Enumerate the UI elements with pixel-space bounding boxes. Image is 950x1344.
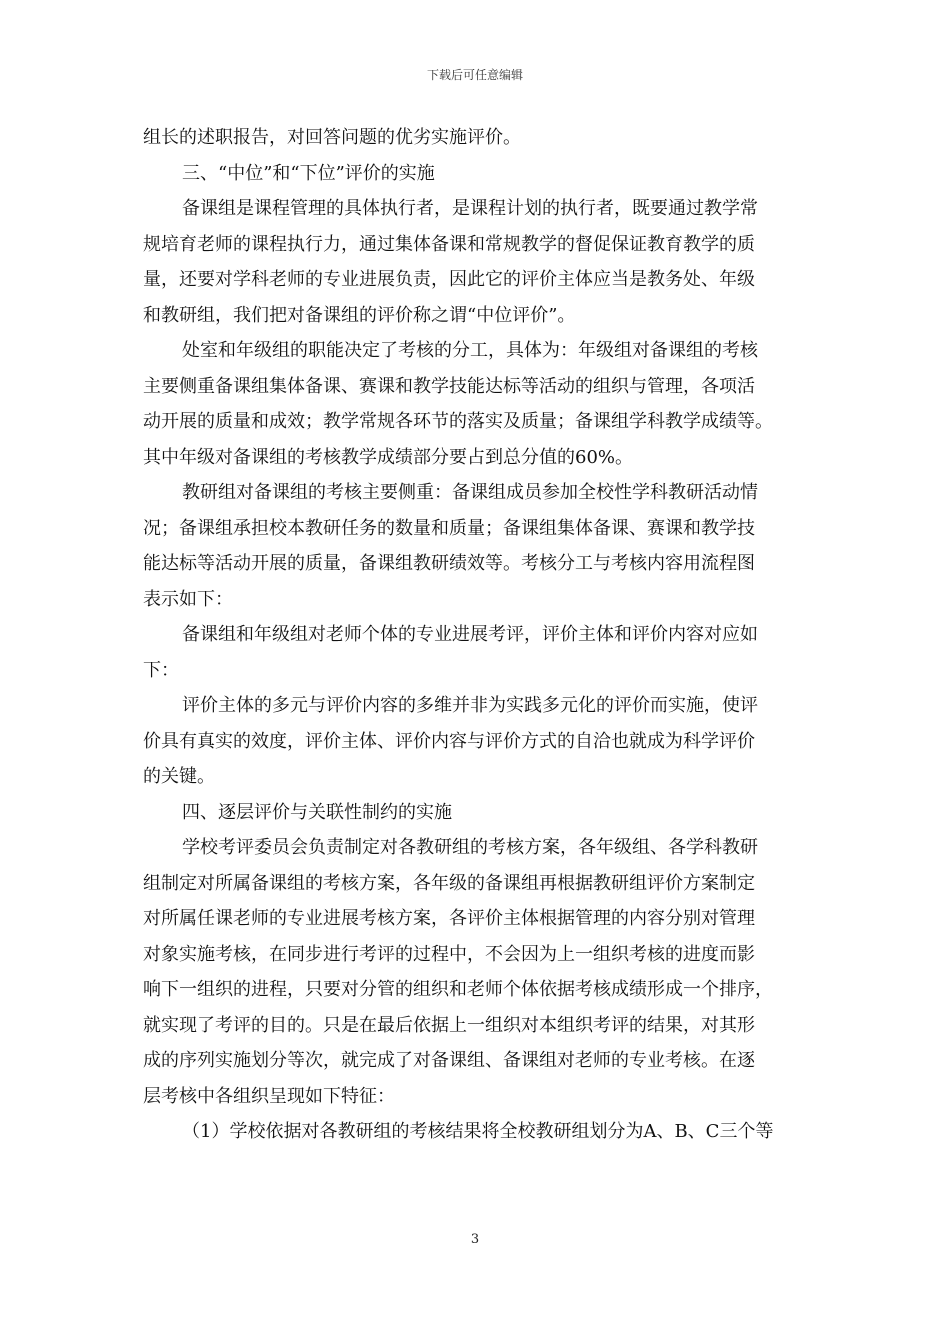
text-line: 组长的述职报告，对回答问题的优劣实施评价。 xyxy=(143,127,521,148)
text-line: 对象实施考核，在同步进行考评的过程中，不会因为上一组织考核的进度而影 xyxy=(143,943,755,965)
text-line: 成的序列实施划分等次，就完成了对备课组、备课组对老师的专业考核。在逐 xyxy=(143,1050,755,1071)
text-line: 组制定对所属备课组的考核方案，各年级的备课组再根据教研组评价方案制定 xyxy=(143,872,755,894)
text-line: 动开展的质量和成效；教学常规各环节的落实及质量；备课组学科教学成绩等。 xyxy=(143,411,773,432)
text-line: 备课组和年级组对老师个体的专业进展考评，评价主体和评价内容对应如 xyxy=(182,624,758,645)
page-header: 下载后可任意编辑 xyxy=(426,68,523,82)
text-line: 其中年级对备课组的考核教学成绩部分要占到总分值的60%。 xyxy=(143,446,634,468)
section-heading: 四、逐层评价与关联性制约的实施 xyxy=(182,801,452,823)
text-line: 况；备课组承担校本教研任务的数量和质量；备课组集体备课、赛课和教学技 xyxy=(143,517,755,539)
text-line: 主要侧重备课组集体备课、赛课和教学技能达标等活动的组织与管理，各项活 xyxy=(143,375,755,397)
text-line: 学校考评委员会负责制定对各教研组的考核方案，各年级组、各学科教研 xyxy=(182,837,758,858)
text-line: 教研组对备课组的考核主要侧重：备课组成员参加全校性学科教研活动情 xyxy=(182,482,758,503)
text-line: 规培育老师的课程执行力，通过集体备课和常规教学的督促保证教育教学的质 xyxy=(143,233,755,255)
document-body xyxy=(143,120,808,1150)
page-number: 3 xyxy=(470,1232,480,1247)
text-line: 备课组是课程管理的具体执行者，是课程计划的执行者，既要通过教学常 xyxy=(182,198,758,219)
text-line: 层考核中各组织呈现如下特征： xyxy=(143,1085,395,1107)
text-line: 价具有真实的效度，评价主体、评价内容与评价方式的自洽也就成为科学评价 xyxy=(143,730,755,752)
text-line: 下： xyxy=(143,659,179,681)
section-heading: 三、“中位”和“下位”评价的实施 xyxy=(182,162,435,184)
text-line: 就实现了考评的目的。只是在最后依据上一组织对本组织考评的结果，对其形 xyxy=(143,1014,755,1036)
text-line: 和教研组，我们把对备课组的评价称之谓“中位评价”。 xyxy=(143,304,576,326)
text-line: 处室和年级组的职能决定了考核的分工，具体为：年级组对备课组的考核 xyxy=(182,340,758,361)
text-line: 表示如下： xyxy=(143,588,233,610)
text-line: 对所属任课老师的专业进展考核方案，各评价主体根据管理的内容分别对管理 xyxy=(143,908,755,929)
text-line: 的关键。 xyxy=(143,766,215,787)
text-line: （1）学校依据对各教研组的考核结果将全校教研组划分为A、B、C三个等 xyxy=(182,1121,774,1142)
text-line: 响下一组织的进程，只要对分管的组织和老师个体依据考核成绩形成一个排序， xyxy=(143,979,773,1000)
text-line: 量，还要对学科老师的专业进展负责，因此它的评价主体应当是教务处、年级 xyxy=(143,269,755,290)
text-line: 能达标等活动开展的质量，备课组教研绩效等。考核分工与考核内容用流程图 xyxy=(143,553,755,574)
text-line: 评价主体的多元与评价内容的多维并非为实践多元化的评价而实施，使评 xyxy=(182,695,758,716)
